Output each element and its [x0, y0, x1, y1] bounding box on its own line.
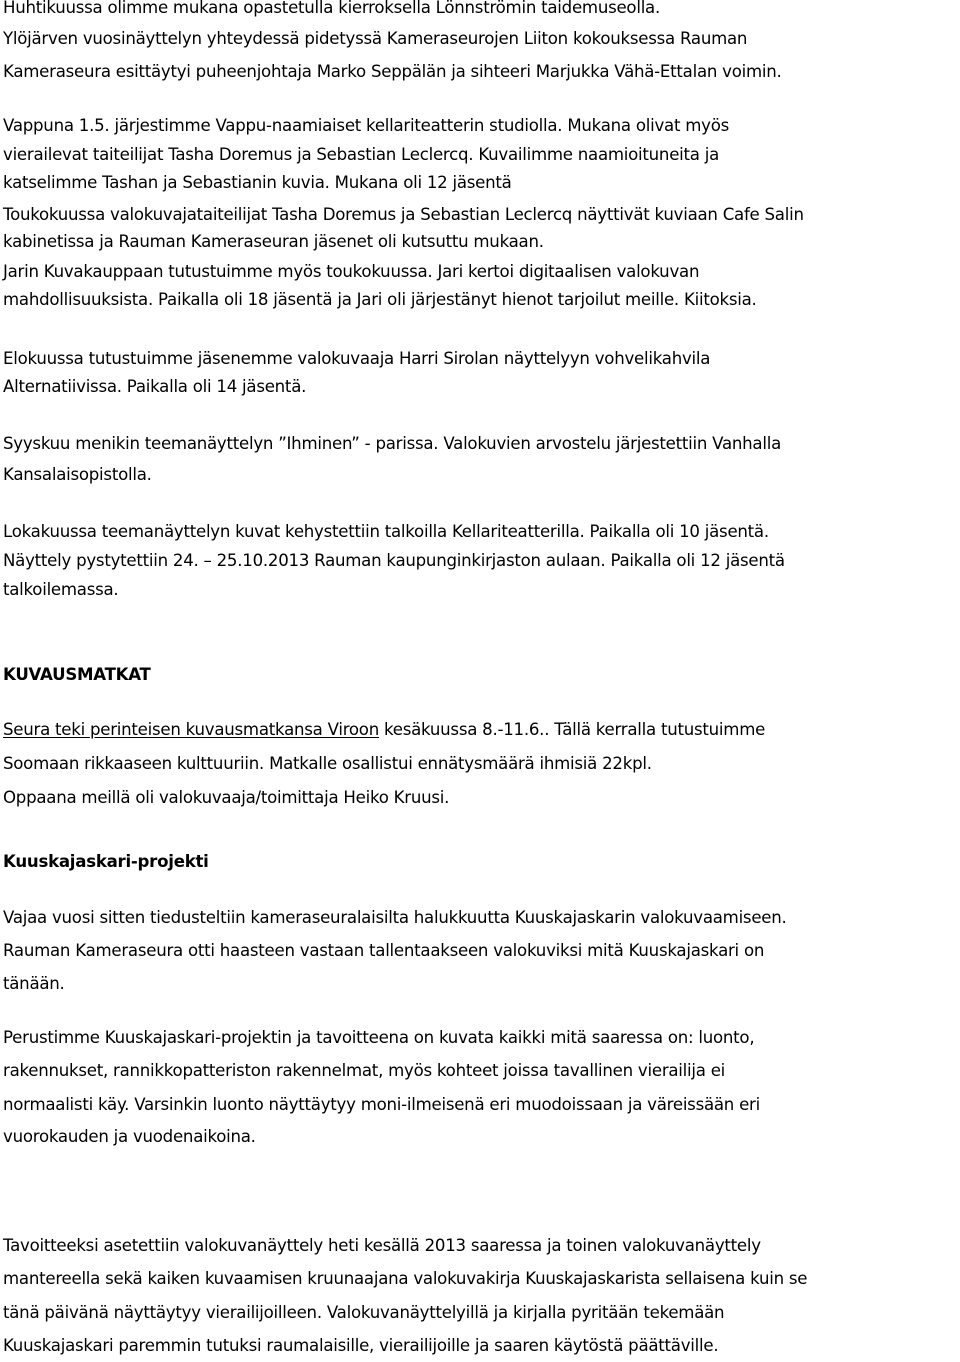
paragraph-line: vierailevat taiteilijat Tasha Doremus ja Sebastian Leclercq. Kuvailimme naamioituneita ja [3, 145, 719, 164]
paragraph-line: mahdollisuuksista. Paikalla oli 18 jäsentä ja Jari oli järjestänyt hienot tarjoilut meille. Kiitoksia. [3, 290, 757, 309]
paragraph-line: Jarin Kuvakauppaan tutustuimme myös toukokuussa. Jari kertoi digitaalisen valokuvan [3, 262, 700, 281]
paragraph-line: Toukokuussa valokuvajataiteilijat Tasha Doremus ja Sebastian Leclercq näyttivät kuviaan Cafe Salin [3, 205, 804, 224]
paragraph-line: Lokakuussa teemanäyttelyn kuvat kehystettiin talkoilla Kellariteatterilla. Paikalla oli 10 jäsentä. [3, 522, 769, 541]
paragraph-line: normaalisti käy. Varsinkin luonto näyttäytyy moni-ilmeisenä eri muodoissaan ja väreissään eri [3, 1095, 760, 1114]
paragraph-line: Kameraseura esittäytyi puheenjohtaja Marko Seppälän ja sihteeri Marjukka Vähä-Ettalan voimin. [3, 62, 782, 81]
paragraph-line: Kuuskajaskari paremmin tutuksi raumalaisille, vierailijoille ja saaren käytöstä päättäville. [3, 1336, 719, 1355]
paragraph-line: rakennukset, rannikkopatteriston rakennelmat, myös kohteet joissa tavallinen vierailija ei [3, 1061, 726, 1080]
paragraph-line: tänä päivänä näyttäytyy vierailijoilleen. Valokuvanäyttelyillä ja kirjalla pyritään tekemään [3, 1303, 725, 1322]
paragraph-line: Tavoitteeksi asetettiin valokuvanäyttely heti kesällä 2013 saaressa ja toinen valokuvanäyttely [3, 1236, 761, 1255]
paragraph-line: Rauman Kameraseura otti haasteen vastaan tallentaakseen valokuviksi mitä Kuuskajaskari on [3, 941, 765, 960]
paragraph-line: mantereella sekä kaiken kuvaamisen kruunaajana valokuvakirja Kuuskajaskarista sellaisena kuin se [3, 1269, 808, 1288]
paragraph-line: Näyttely pystytettiin 24. – 25.10.2013 Rauman kaupunginkirjaston aulaan. Paikalla oli 12 jäsentä [3, 551, 785, 570]
paragraph-line: Elokuussa tutustuimme jäsenemme valokuvaaja Harri Sirolan näyttelyyn vohvelikahvila [3, 349, 711, 368]
paragraph-line: Vappuna 1.5. järjestimme Vappu-naamiaiset kellariteatterin studiolla. Mukana olivat myös [3, 116, 730, 135]
paragraph-line [3, 717, 765, 743]
paragraph-line: vuorokauden ja vuodenaikoina. [3, 1127, 256, 1146]
paragraph-line: kabinetissa ja Rauman Kameraseuran jäsenet oli kutsuttu mukaan. [3, 232, 544, 251]
section-heading: KUVAUSMATKAT [3, 665, 151, 684]
paragraph-line: katselimme Tashan ja Sebastianin kuvia. Mukana oli 12 jäsentä [3, 173, 512, 192]
paragraph-line: Soomaan rikkaaseen kulttuuriin. Matkalle osallistui ennätysmäärä ihmisiä 22kpl. [3, 754, 652, 773]
paragraph-line: Syyskuu menikin teemanäyttelyn ”Ihminen” - parissa. Valokuvien arvostelu järjestettiin Vanhalla [3, 434, 781, 453]
paragraph-line: Huhtikuussa olimme mukana opastetulla kierroksella Lönnströmin taidemuseolla. [3, 0, 661, 17]
paragraph-line: Ylöjärven vuosinäyttelyn yhteydessä pidetyssä Kameraseurojen Liiton kokouksessa Rauman [3, 29, 748, 48]
paragraph-line: Vajaa vuosi sitten tiedusteltiin kameraseuralaisilta halukkuutta Kuuskajaskarin valokuvaamiseen. [3, 908, 787, 927]
section-heading: Kuuskajaskari-projekti [3, 852, 209, 871]
paragraph-line: talkoilemassa. [3, 580, 119, 599]
paragraph-line: Perustimme Kuuskajaskari-projektin ja tavoitteena on kuvata kaikki mitä saaressa on: luonto, [3, 1028, 755, 1047]
line-continuation: kesäkuussa 8.-11.6.. Tällä kerralla tutustuimme [378, 720, 766, 739]
paragraph-line: Kansalaisopistolla. [3, 465, 152, 484]
underlined-phrase: Seura teki perinteisen kuvausmatkansa Viroon [3, 720, 379, 739]
paragraph-line: tänään. [3, 974, 65, 993]
paragraph-line: Alternatiivissa. Paikalla oli 14 jäsentä. [3, 377, 307, 396]
paragraph-line: Oppaana meillä oli valokuvaaja/toimittaja Heiko Kruusi. [3, 788, 450, 807]
